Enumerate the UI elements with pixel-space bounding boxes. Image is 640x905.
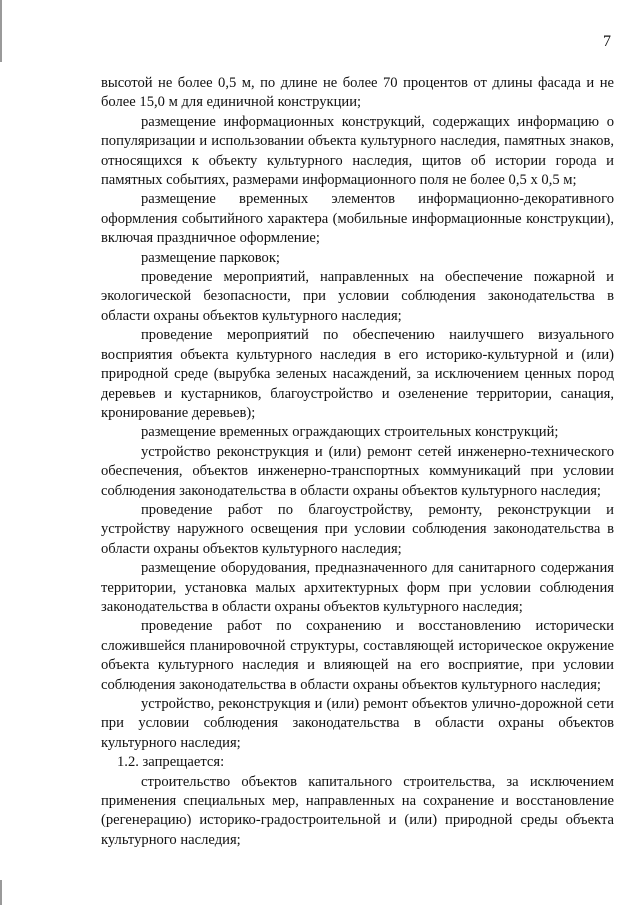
paragraph-temporary-fencing: размещение временных ограждающих строительных конструкций; (141, 424, 559, 441)
paragraph-height-limit: высотой не более 0,5 м, по длине не более 70 процентов от длины фасада и не более 15,0 м для единичной конструкции; (101, 75, 614, 111)
paragraph-visual-perception: проведение мероприятий по обеспечению наилучшего визуального восприятия объекта культурного наследия в его историко-культурной и (или) природной среде (вырубка зеленых насаждений, за исключением ценных пород деревьев и кустарников, благоустройство и озеленение территории, санация, кронирование деревьев); (101, 327, 614, 421)
paragraph-engineering-networks: устройство реконструкция и (или) ремонт сетей инженерно-технического обеспечения, объектов инженерно-транспортных коммуникаций при условии соблюдения законодательства в области охраны объектов культурного наследия; (101, 443, 614, 499)
document-body (101, 74, 614, 850)
paragraph-fire-safety: проведение мероприятий, направленных на обеспечение пожарной и экологической безопасности, при условии соблюдения законодательства в области охраны объектов культурного наследия; (101, 269, 614, 324)
paragraph-lighting: проведение работ по благоустройству, ремонту, реконструкции и устройству наружного освещения при условии соблюдения законодательства в области охраны объектов культурного наследия; (101, 501, 614, 557)
paragraph-temporary-decor: размещение временных элементов информационно-декоративного оформления событийного характера (мобильные информационные конструкции), включая праздничное оформление; (101, 191, 614, 247)
scan-edge-top (0, 0, 2, 62)
page-number: 7 (603, 33, 611, 50)
paragraph-sanitary-equipment: размещение оборудования, предназначенного для санитарного содержания территории, установка малых архитектурных форм при условии соблюдения законодательства в области охраны объектов культурного наследия; (101, 560, 614, 615)
paragraph-planning-structure: проведение работ по сохранению и восстановлению исторически сложившейся планировочной структуры, составляющей историческое окружение объекта культурного наследия и влияющей на его восприятие, при условии соблюдения законодательства в области охраны объектов культурного наследия; (101, 618, 614, 693)
section-heading-prohibited: 1.2. запрещается: (117, 754, 225, 771)
paragraph-road-network: устройство, реконструкция и (или) ремонт объектов улично-дорожной сети при условии соблюдения законодательства в области охраны объектов культурного наследия; (101, 696, 614, 751)
paragraph-info-structures: размещение информационных конструкций, содержащих информацию о популяризации и использовании объекта культурного наследия, памятных знаков, относящихся к объекту культурного наследия, щитов об истории города и памятных событиях, размерами информационного поля не более 0,5 х 0,5 м; (101, 113, 614, 189)
paragraph-parking: размещение парковок; (141, 249, 280, 266)
scan-edge-bottom (0, 880, 2, 905)
paragraph-capital-construction: строительство объектов капитального строительства, за исключением применения специальных мер, направленных на сохранение и восстановление (регенерацию) историко-градостроительной и (или) природной среды объекта культурного наследия; (101, 773, 614, 848)
